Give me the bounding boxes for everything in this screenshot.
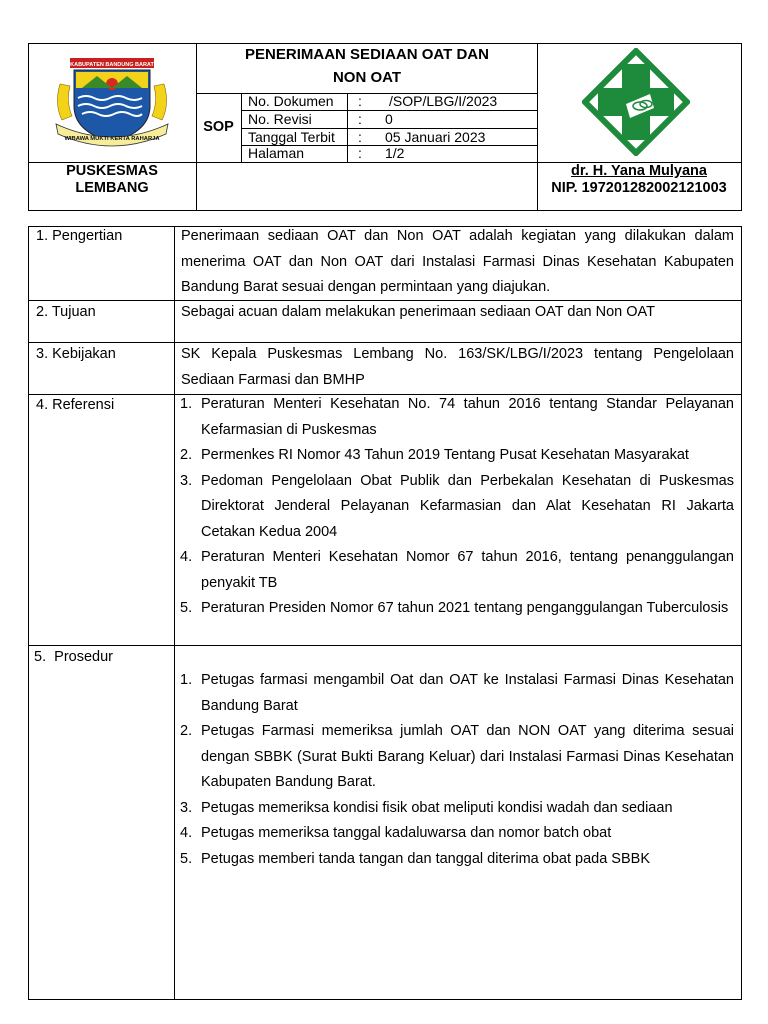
list-item-text: Petugas farmasi mengambil Oat dan OAT ke Instalasi Farmasi Dinas Kesehatan Bandung Barat xyxy=(201,672,734,714)
list-item xyxy=(180,596,734,622)
section-label-prosedur: 5. Prosedur xyxy=(34,649,113,665)
logo-banner-text: KABUPATEN BANDUNG BARAT xyxy=(70,62,154,68)
signer-nip: NIP. 197201282002121003 xyxy=(551,180,727,196)
doc-info-label: No. Revisi xyxy=(248,111,312,127)
section-label-pengertian: 1. Pengertian xyxy=(36,228,123,244)
doc-info-row xyxy=(248,110,538,127)
sop-label: SOP xyxy=(203,119,234,135)
section-label-kebijakan: 3. Kebijakan xyxy=(36,346,116,362)
referensi-list xyxy=(180,392,734,622)
list-item xyxy=(180,719,734,796)
list-item-number: 3. xyxy=(180,472,193,489)
doc-info-sep: : xyxy=(358,145,362,161)
list-item-number: 5. xyxy=(180,600,193,616)
list-item-number: 1. xyxy=(180,672,193,688)
list-item xyxy=(180,392,734,443)
list-item xyxy=(180,443,734,469)
list-item-text: Petugas memeriksa kondisi fisik obat meliputi kondisi wadah dan sediaan xyxy=(201,799,673,816)
list-item-number: 4. xyxy=(180,549,193,565)
signer-block xyxy=(537,163,741,197)
list-item xyxy=(180,821,734,847)
doc-info-sep: : xyxy=(358,93,362,109)
doc-info-label: Halaman xyxy=(248,145,305,161)
list-item-text: Peraturan Menteri Kesehatan Nomor 67 tahun 2016, tentang penanggulangan penyakit TB xyxy=(201,549,734,591)
list-item-number: 2. xyxy=(180,723,193,739)
list-item-text: Permenkes RI Nomor 43 Tahun 2019 Tentang Pusat Kesehatan Masyarakat xyxy=(201,447,689,463)
list-item-number: 1. xyxy=(180,396,193,412)
prosedur-list xyxy=(180,668,734,872)
logo-motto-text: WIBAWA MUKTI KERTA RAHARJA xyxy=(64,136,160,142)
org-line-2: LEMBANG xyxy=(75,180,149,196)
list-item xyxy=(180,847,734,873)
list-item-number: 5. xyxy=(180,850,193,867)
doc-info-label: No. Dokumen xyxy=(248,93,334,109)
puskesmas-logo xyxy=(582,48,690,156)
list-item-text: Peraturan Presiden Nomor 67 tahun 2021 tentang penganggulangan Tuberculosis xyxy=(201,600,729,616)
doc-info-value: 05 Januari 2023 xyxy=(385,129,486,145)
doc-info-sep: : xyxy=(358,129,362,145)
doc-info-row xyxy=(248,145,538,162)
section-label-referensi: 4. Referensi xyxy=(36,397,115,413)
section-label-tujuan: 2. Tujuan xyxy=(36,304,96,320)
list-item xyxy=(180,469,734,546)
list-item-number: 4. xyxy=(180,825,193,841)
list-item-number: 3. xyxy=(180,799,193,816)
doc-info-row xyxy=(248,128,538,145)
list-item-text: Peraturan Menteri Kesehatan No. 74 tahun 2016 tentang Standar Pelayanan Kefarmasian di Puskesmas xyxy=(201,396,734,438)
list-item-text: Petugas Farmasi memeriksa jumlah OAT dan NON OAT yang diterima sesuai dengan SBBK (Surat Bukti Barang Keluar) dari Instalasi Farmasi Dinas Kesehatan Kabupaten Bandung Barat. xyxy=(201,723,734,790)
doc-info-label: Tanggal Terbit xyxy=(248,129,335,145)
title-line-1: PENERIMAAN SEDIAAN OAT DAN xyxy=(245,46,489,63)
list-item-number: 2. xyxy=(180,447,193,463)
document-title xyxy=(196,43,538,89)
section-text-pengertian: Penerimaan sediaan OAT dan Non OAT adalah kegiatan yang dilakukan dalam menerima OAT dan Non OAT dari Instalasi Farmasi Dinas Kesehatan Kabupaten Bandung Barat sesuai dengan permintaan yang diajukan. xyxy=(181,228,734,295)
list-item xyxy=(180,796,734,822)
kabupaten-logo xyxy=(52,54,172,154)
list-item xyxy=(180,668,734,719)
signer-name: dr. H. Yana Mulyana xyxy=(571,163,707,179)
list-item-text: Petugas memeriksa tanggal kadaluwarsa dan nomor batch obat xyxy=(201,825,612,841)
list-item-text: Petugas memberi tanda tangan dan tanggal diterima obat pada SBBK xyxy=(201,850,650,867)
organization-name xyxy=(28,163,196,197)
doc-info-sep: : xyxy=(358,111,362,127)
list-item-text: Pedoman Pengelolaan Obat Publik dan Perbekalan Kesehatan di Puskesmas Direktorat Jenderal Pelayanan Kefarmasian dan Alat Kesehatan RI Jakarta Cetakan Kedua 2004 xyxy=(201,472,734,540)
doc-info-value: 0 xyxy=(385,111,393,127)
doc-info-row xyxy=(248,93,538,110)
title-line-2: NON OAT xyxy=(332,69,402,86)
section-text-kebijakan: SK Kepala Puskesmas Lembang No. 163/SK/LBG/I/2023 tentang Pengelolaan Sediaan Farmasi dan BMHP xyxy=(181,346,734,388)
list-item xyxy=(180,545,734,596)
org-line-1: PUSKESMAS xyxy=(66,163,158,179)
section-text-tujuan: Sebagai acuan dalam melakukan penerimaan sediaan OAT dan Non OAT xyxy=(181,304,655,320)
doc-info-value: 1/2 xyxy=(385,145,405,161)
doc-info-value: /SOP/LBG/I/2023 xyxy=(389,93,498,109)
